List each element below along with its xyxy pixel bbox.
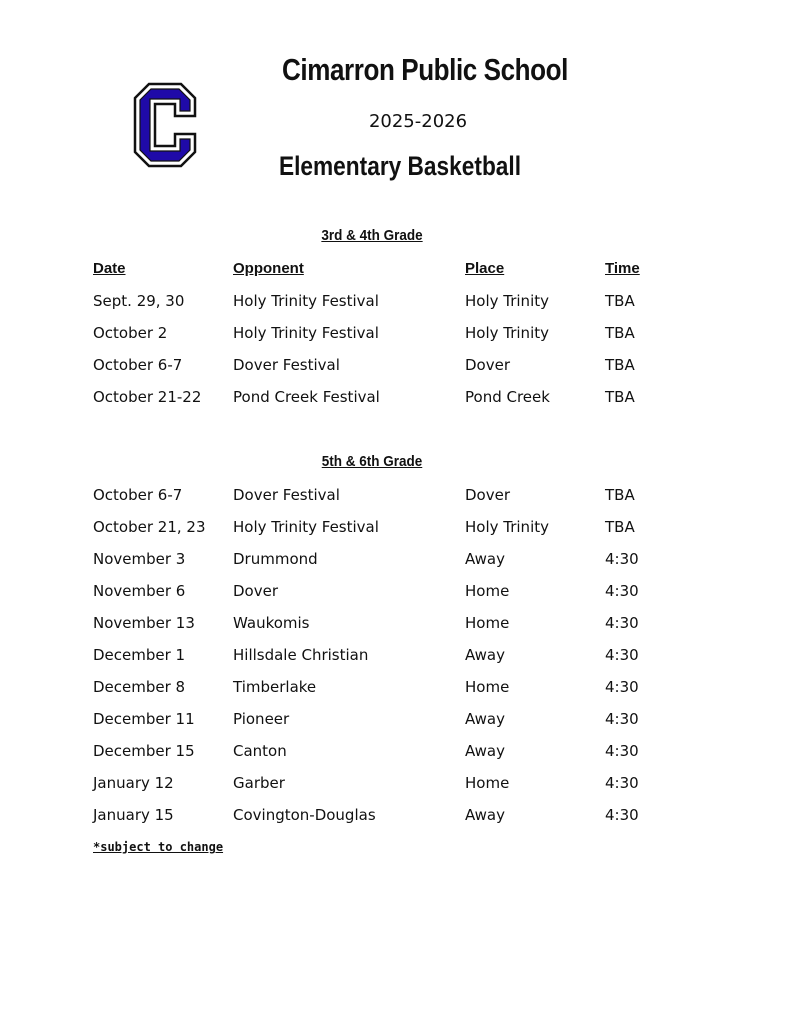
table-row	[0, 707, 791, 731]
cell-place: Home	[465, 678, 510, 696]
table-row	[0, 353, 791, 377]
table-row	[0, 289, 791, 313]
table-row	[0, 675, 791, 699]
table-row	[0, 515, 791, 539]
cell-date: December 15	[93, 742, 195, 760]
table-row	[0, 483, 791, 507]
cell-opponent: Holy Trinity Festival	[233, 292, 379, 310]
table-row	[0, 739, 791, 763]
cell-opponent: Pond Creek Festival	[233, 388, 380, 406]
cell-place: Away	[465, 710, 505, 728]
cell-date: November 3	[93, 550, 186, 568]
section-title-3rd-4th: 3rd & 4th Grade	[321, 227, 423, 244]
page-subtitle: Elementary Basketball	[278, 151, 522, 181]
cell-place: Away	[465, 550, 505, 568]
cell-place: Away	[465, 742, 505, 760]
cell-time: 4:30	[605, 742, 639, 760]
cell-place: Dover	[465, 356, 510, 374]
cell-opponent: Pioneer	[233, 710, 290, 728]
cell-time: 4:30	[605, 550, 639, 568]
cell-time: TBA	[605, 324, 635, 342]
section-title-5th-6th: 5th & 6th Grade	[321, 453, 423, 470]
cell-time: 4:30	[605, 646, 639, 664]
table-row	[0, 771, 791, 795]
cell-time: TBA	[605, 388, 635, 406]
cell-opponent: Waukomis	[233, 614, 310, 632]
cell-opponent: Drummond	[233, 550, 318, 568]
column-header-place: Place	[465, 260, 505, 277]
cell-place: Holy Trinity	[465, 324, 549, 342]
table-row	[0, 321, 791, 345]
cell-time: 4:30	[605, 774, 639, 792]
cell-date: October 21-22	[93, 388, 202, 406]
cell-date: October 21, 23	[93, 518, 206, 536]
cell-opponent: Dover Festival	[233, 356, 340, 374]
cell-time: 4:30	[605, 678, 639, 696]
cell-opponent: Covington-Douglas	[233, 806, 376, 824]
school-logo-c	[133, 82, 197, 168]
cell-date: October 6-7	[93, 486, 183, 504]
cell-time: TBA	[605, 292, 635, 310]
cell-date: January 12	[93, 774, 174, 792]
cell-place: Pond Creek	[465, 388, 550, 406]
cell-opponent: Canton	[233, 742, 287, 760]
cell-time: 4:30	[605, 582, 639, 600]
table-row	[0, 385, 791, 409]
table-row	[0, 611, 791, 635]
cell-date: November 13	[93, 614, 195, 632]
page-title: Cimarron Public School	[282, 52, 568, 87]
cell-time: 4:30	[605, 710, 639, 728]
column-header-opponent: Opponent	[233, 260, 304, 277]
cell-place: Home	[465, 774, 510, 792]
cell-time: TBA	[605, 356, 635, 374]
cell-date: November 6	[93, 582, 186, 600]
cell-opponent: Timberlake	[233, 678, 317, 696]
cell-opponent: Dover Festival	[233, 486, 340, 504]
table-header-row	[0, 257, 791, 281]
cell-time: 4:30	[605, 614, 639, 632]
cell-time: 4:30	[605, 806, 639, 824]
table-row	[0, 579, 791, 603]
cell-date: January 15	[93, 806, 174, 824]
cell-place: Away	[465, 806, 505, 824]
column-header-date: Date	[93, 260, 126, 277]
cell-place: Home	[465, 582, 510, 600]
cell-opponent: Holy Trinity Festival	[233, 518, 379, 536]
season-year: 2025-2026	[368, 111, 468, 132]
cell-time: TBA	[605, 518, 635, 536]
table-row	[0, 547, 791, 571]
cell-place: Home	[465, 614, 510, 632]
cell-date: October 6-7	[93, 356, 183, 374]
cell-place: Holy Trinity	[465, 292, 549, 310]
table-row	[0, 643, 791, 667]
cell-opponent: Hillsdale Christian	[233, 646, 369, 664]
footnote: *subject to change	[93, 840, 224, 854]
cell-date: October 2	[93, 324, 168, 342]
cell-place: Away	[465, 646, 505, 664]
cell-opponent: Holy Trinity Festival	[233, 324, 379, 342]
cell-opponent: Dover	[233, 582, 278, 600]
cell-place: Holy Trinity	[465, 518, 549, 536]
table-row	[0, 803, 791, 827]
cell-opponent: Garber	[233, 774, 285, 792]
column-header-time: Time	[605, 260, 640, 277]
cell-date: December 11	[93, 710, 195, 728]
cell-date: Sept. 29, 30	[93, 292, 185, 310]
cell-place: Dover	[465, 486, 510, 504]
cell-time: TBA	[605, 486, 635, 504]
cell-date: December 8	[93, 678, 186, 696]
cell-date: December 1	[93, 646, 186, 664]
